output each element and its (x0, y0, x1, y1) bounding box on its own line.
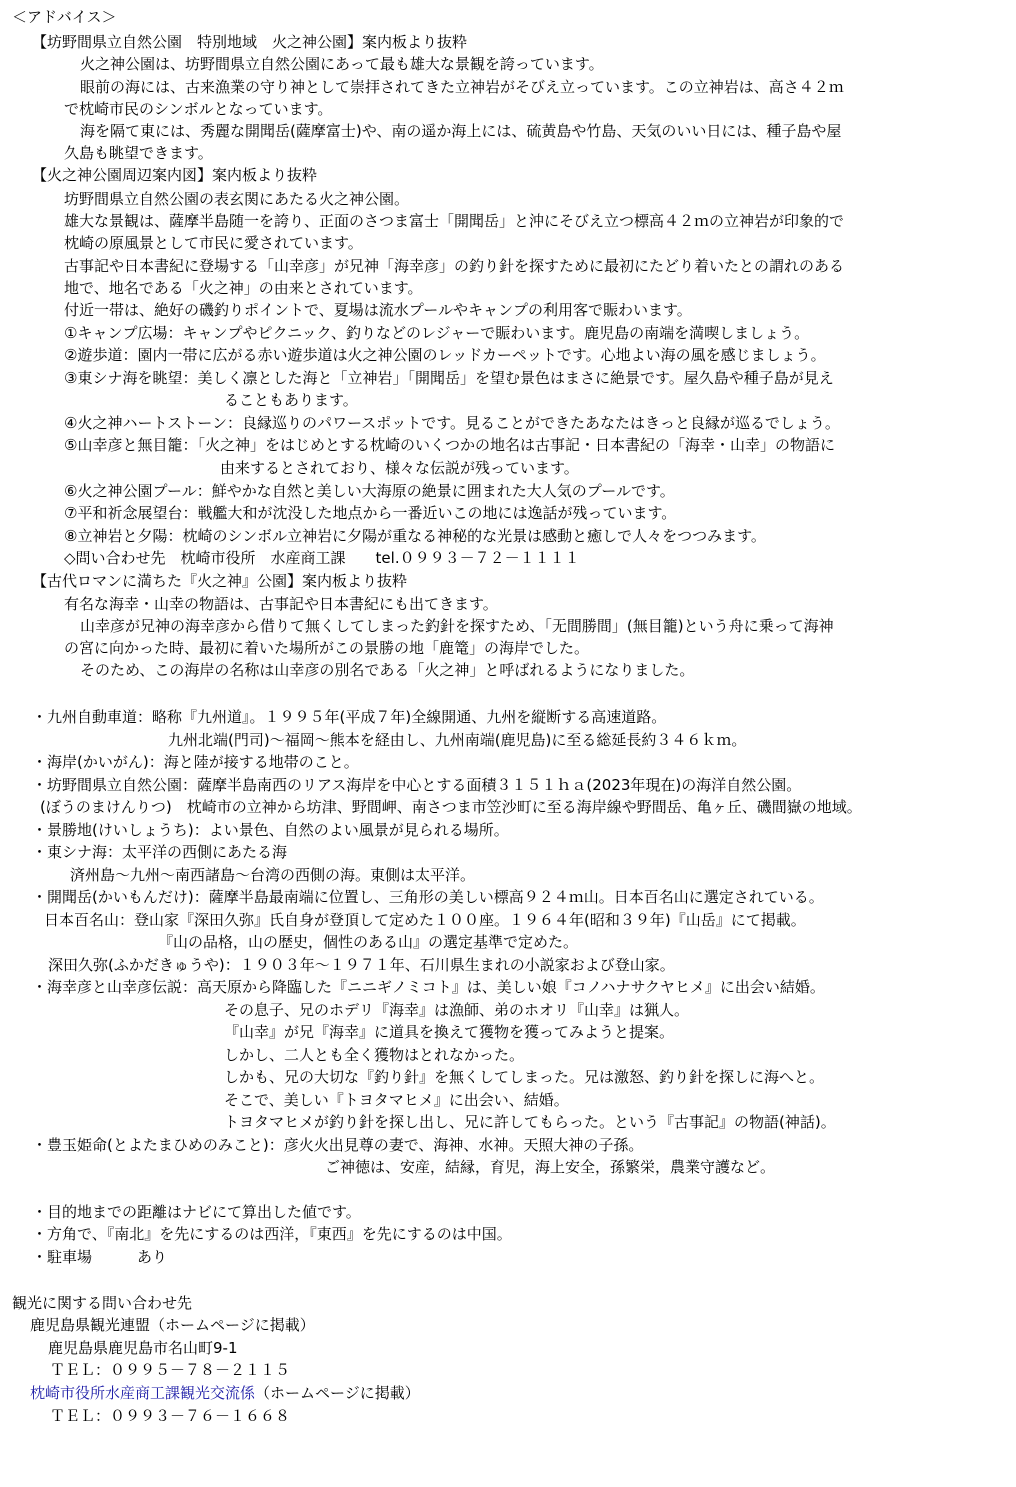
text-line: 雄大な景観は、薩摩半島随一を誇り、正面のさつま富士「開聞岳」と沖にそびえ立つ標高４２ｍの立神岩が印象的で (64, 212, 845, 230)
text-line: 海を隔て東には、秀麗な開聞岳(薩摩富士)や、南の遥か海上には、硫黄島や竹島、天気のいい日には、種子島や屋 (80, 122, 842, 140)
text-line: 眼前の海には、古来漁業の守り神として崇拝されてきた立神岩がそびえ立っています。この立神岩は、高さ４２ｍ (80, 78, 844, 96)
contact-phone: ＴＥＬ：０９９５－７８－２１１５ (50, 1361, 291, 1379)
tourism-contact-heading: 観光に関する問い合わせ先 (12, 1294, 193, 1312)
list-item-continuation: 由来するとされており、様々な伝説が残っています。 (220, 459, 579, 477)
list-item: ⑧立神岩と夕陽：枕崎のシンボル立神岩に夕陽が重なる神秘的な光景は感動と癒しで人々をつつみます。 (64, 527, 766, 545)
note-item: ・坊野間県立自然公園：薩摩半島南西のリアス海岸を中心とする面積３１５１ｈａ(2023年現在)の海洋自然公園。 (32, 776, 802, 794)
note-item: ・方角で、『南北』を先にするのは西洋，『東西』を先にするのは中国。 (32, 1225, 512, 1243)
text-line: 枕崎の原風景として市民に愛されています。 (64, 234, 363, 252)
note-item: ・景勝地(けいしょうち)：よい景色、自然のよい風景が見られる場所。 (32, 821, 509, 839)
contact-address: 鹿児島県鹿児島市名山町9-1 (48, 1339, 238, 1357)
text-line: 山幸彦が兄神の海幸彦から借りて無くしてしまった釣針を探すため、「无間勝間」(無目籠)という舟に乗って海神 (80, 617, 834, 635)
note-continuation: 『山の品格，山の歴史，個性のある山』の選定基準で定めた。 (158, 933, 579, 951)
note-continuation: 済州島～九州～南西諸島～台湾の西側の海。東側は太平洋。 (70, 866, 476, 884)
note-continuation: しかし、二人とも全く獲物はとれなかった。 (224, 1046, 525, 1064)
contact-org-line (30, 1382, 420, 1404)
list-item: ②遊歩道：園内一帯に広がる赤い遊歩道は火之神公園のレッドカーペットです。心地よい海の風を感じましょう。 (64, 346, 826, 364)
makurazaki-tourism-link[interactable]: 枕崎市役所水産商工課観光交流係 (30, 1384, 256, 1402)
section-heading-map-sign: 【火之神公園周辺案内図】案内板より抜粋 (32, 166, 318, 184)
note-item: ・海岸(かいがん)：海と陸が接する地帯のこと。 (32, 753, 359, 771)
contact-line: ◇問い合わせ先 枕崎市役所 水産商工課 tel.０９９３－７２－１１１１ (64, 549, 580, 567)
list-item: ⑥火之神公園プール：鮮やかな自然と美しい大海原の絶景に囲まれた大人気のプールです。 (64, 482, 675, 500)
note-continuation: しかも、兄の大切な『釣り針』を無くしてしまった。兄は激怒、釣り針を探しに海へと。 (224, 1068, 825, 1086)
note-item: ・開聞岳(かいもんだけ)：薩摩半島最南端に位置し、三角形の美しい標高９２４ｍ山。日本百名山に選定されている。 (32, 888, 824, 906)
text-line: そのため、この海岸の名称は山幸彦の別名である「火之神」と呼ばれるようになりました。 (80, 661, 695, 679)
list-item: ⑦平和祈念展望台：戦艦大和が沈没した地点から一番近いこの地には逸話が残っています。 (64, 504, 677, 522)
note-continuation: 九州北端(門司)～福岡～熊本を経由し、九州南端(鹿児島)に至る総延長約３４６ｋｍ。 (168, 731, 747, 749)
text-line: 古事記や日本書紀に登場する「山幸彦」が兄神「海幸彦」の釣り針を探すために最初にたどり着いたとの謂れのある (64, 257, 845, 275)
note-continuation: 『山幸』が兄『海幸』に道具を換えて獲物を獲ってみようと提案。 (224, 1023, 675, 1041)
note-item: ・東シナ海：太平洋の西側にあたる海 (32, 843, 288, 861)
text-line: 火之神公園は、坊野間県立自然公園にあって最も雄大な景観を誇っています。 (80, 55, 604, 73)
list-item: ⑤山幸彦と無目籠：「火之神」をはじめとする枕崎のいくつかの地名は古事記・日本書紀の「海幸・山幸」の物語に (64, 436, 835, 454)
text-line: 坊野間県立自然公園の表玄関にあたる火之神公園。 (64, 190, 410, 208)
note-continuation: そこで、美しい『トヨタマヒメ』に出会い、結婚。 (224, 1091, 569, 1109)
contact-phone: ＴＥＬ：０９９３－７６－１６６８ (50, 1407, 291, 1425)
list-item-continuation: ることもあります。 (224, 391, 358, 409)
note-continuation: トヨタマヒメが釣り針を探し出し、兄に許してもらった。という『古事記』の物語(神話)。 (224, 1113, 836, 1131)
parking-note: ・駐車場 あり (32, 1248, 168, 1266)
note-continuation: 深田久弥(ふかだきゅうや)：１９０３年～１９７１年、石川県生まれの小説家および登山家。 (48, 956, 675, 974)
section-heading-park-sign: 【坊野間県立自然公園 特別地域 火之神公園】案内板より抜粋 (32, 33, 468, 51)
note-item: ・海幸彦と山幸彦伝説：高天原から降臨した『ニニギノミコト』は、美しい娘『コノハナサクヤヒメ』に出会い結婚。 (32, 978, 825, 996)
text-line: 地で、地名である「火之神」の由来とされています。 (64, 279, 423, 297)
note-continuation: その息子、兄のホデリ『海幸』は漁師、弟のホオリ『山幸』は猟人。 (224, 1001, 690, 1019)
contact-org-note: （ホームページに掲載） (255, 1384, 420, 1402)
contact-org-name: 鹿児島県観光連盟（ホームページに掲載） (30, 1316, 315, 1334)
list-item: ④火之神ハートストーン：良縁巡りのパワースポットです。見ることができたあなたはきっと良縁が巡るでしょう。 (64, 414, 840, 432)
text-line: 久島も眺望できます。 (64, 144, 213, 162)
note-continuation: 日本百名山：登山家『深田久弥』氏自身が登頂して定めた１００座。１９６４年(昭和３９年)『山岳』にて掲載。 (44, 911, 806, 929)
note-item: ・豊玉姫命(とよたまひめのみこと)：彦火火出見尊の妻で、海神、水神。天照大神の子孫。 (32, 1136, 644, 1154)
list-item: ③東シナ海を眺望：美しく凛とした海と「立神岩」「開聞岳」を望む景色はまさに絶景です。屋久島や種子島が見え (64, 369, 834, 387)
note-continuation: ご神徳は、安産，結縁，育児，海上安全，孫繁栄，農業守護など。 (325, 1158, 776, 1176)
note-item: ・九州自動車道：略称『九州道』。１９９５年(平成７年)全線開通、九州を縦断する高速道路。 (32, 708, 667, 726)
section-heading-ancient-romance: 【古代ロマンに満ちた『火之神』公園】案内板より抜粋 (32, 572, 408, 590)
advice-heading: ＜アドバイス＞ (12, 8, 117, 26)
text-line: 有名な海幸・山幸の物語は、古事記や日本書紀にも出てきます。 (64, 595, 498, 613)
note-continuation: (ぼうのまけんりつ) 枕崎市の立神から坊津、野間岬、南さつま市笠沙町に至る海岸線や野間岳、亀ヶ丘、磯間嶽の地域。 (40, 798, 862, 816)
list-item: ①キャンプ広場：キャンプやピクニック、釣りなどのレジャーで賑わいます。鹿児島の南端を満喫しましょう。 (64, 324, 810, 342)
text-line: 付近一帯は、絶好の磯釣りポイントで、夏場は流水プールやキャンプの利用客で賑わいます。 (64, 301, 692, 319)
note-item: ・目的地までの距離はナビにて算出した値です。 (32, 1203, 361, 1221)
text-line: の宮に向かった時、最初に着いた場所がこの景勝の地「鹿篭」の海岸でした。 (64, 639, 590, 657)
text-line: で枕崎市民のシンボルとなっています。 (64, 100, 333, 118)
